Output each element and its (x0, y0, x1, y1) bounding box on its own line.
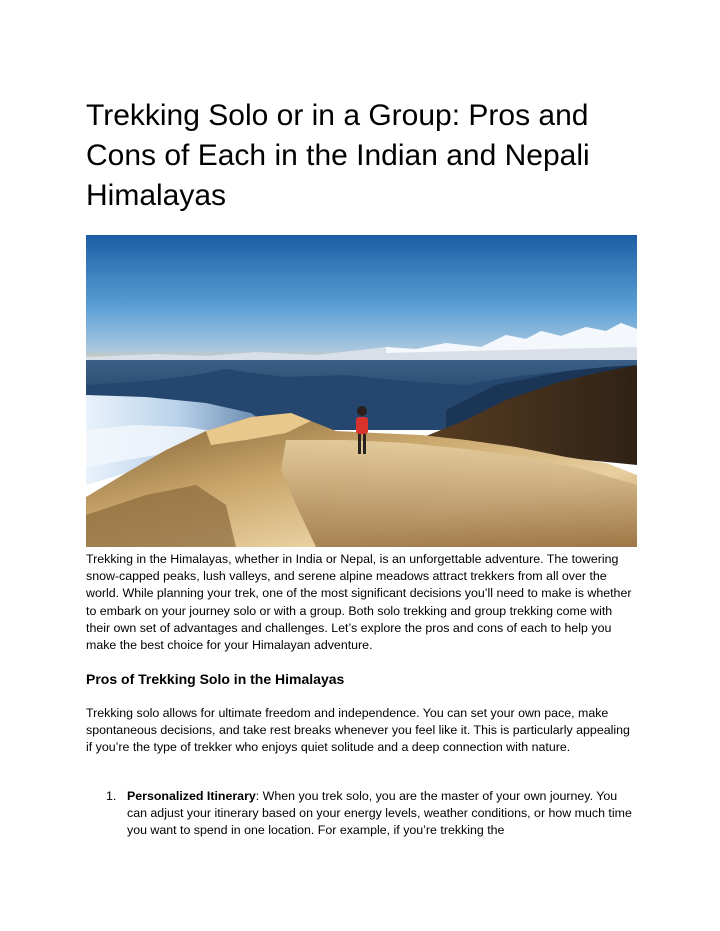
page-title: Trekking Solo or in a Group: Pros and Cons of Each in the Indian and Nepali Himalayas (86, 99, 590, 212)
intro-paragraph: Trekking in the Himalayas, whether in India or Nepal, is an unforgettable adventure. The towering snow-capped peaks, lush valleys, and serene alpine meadows attract trekkers from all over the world. While planning your trek, one of the most significant decisions you’ll need to make is whether to embark on your journey solo or with a group. Both solo trekking and group trekking come with their own set of advantages and challenges. Let’s explore the pros and cons of each to help you make the best choice for your Himalayan adventure. (86, 552, 632, 653)
pros-list (86, 788, 638, 840)
list-item-term: Personalized Itinerary (127, 789, 256, 803)
section-heading: Pros of Trekking Solo in the Himalayas (86, 671, 345, 687)
list-item (86, 788, 638, 840)
himalaya-hero-image (86, 235, 637, 547)
list-item-text: : When you trek solo, you are the master of your own journey. You can adjust your itinerary based on your energy levels, weather conditions, or how much time you want to spend in one location. For example, if you’re trekking the (127, 789, 632, 838)
section-paragraph: Trekking solo allows for ultimate freedom and independence. You can set your own pace, make spontaneous decisions, and take rest breaks whenever you feel like it. This is particularly appealing if you’re the type of trekker who enjoys quiet solitude and a deep connection with nature. (86, 706, 630, 755)
list-item-number: 1. (106, 789, 117, 803)
